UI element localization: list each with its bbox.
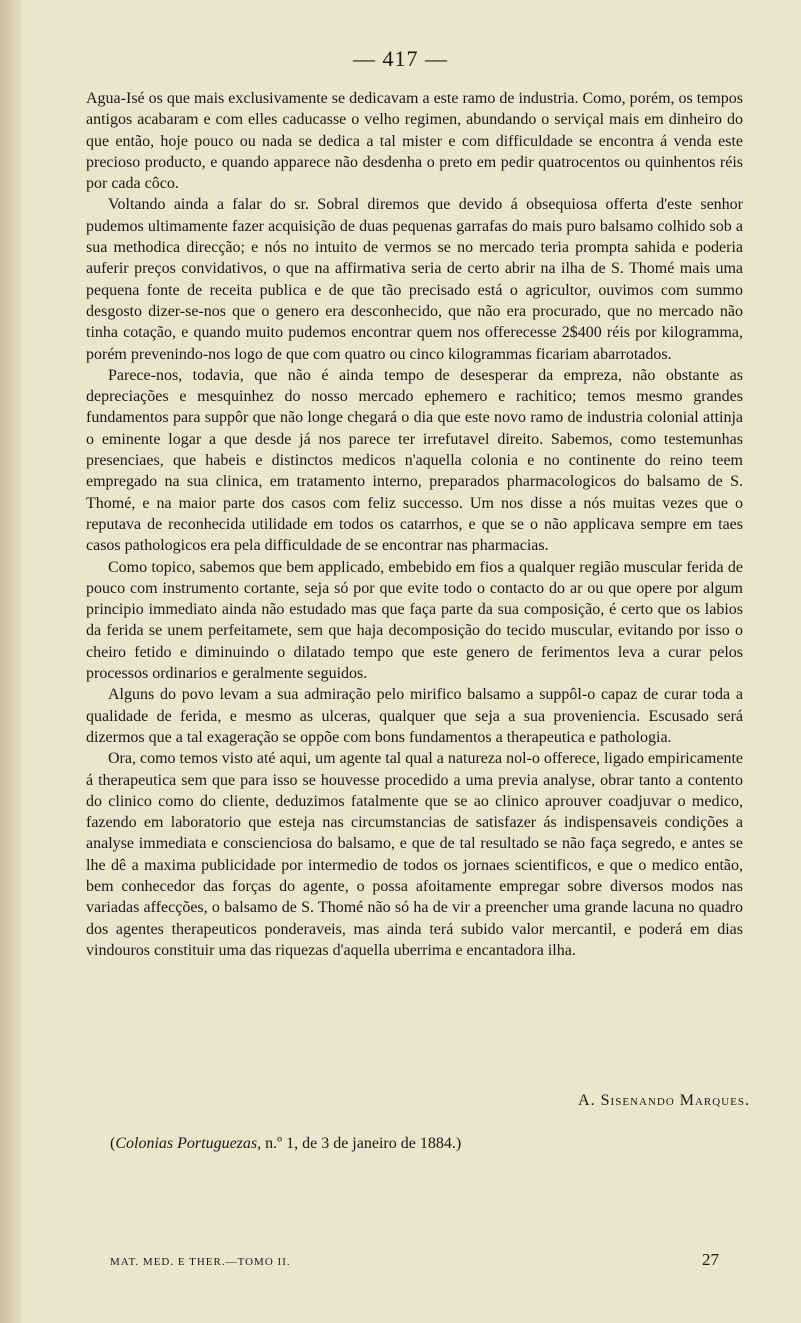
signature-mark: 27 <box>702 1250 719 1269</box>
article-body <box>86 88 743 961</box>
source-citation <box>110 1135 461 1153</box>
paragraph-6: Ora, como temos visto até aqui, um agente tal qual a natureza nol-o offerece, ligado empiricamente á therapeutica sem que para isso se houvesse procedido a uma previa analyse, obrar tanto a contento do clinico como do cliente, deduzimos fatalmente que se ao clinico aprouver coadjuvar o medico, fazendo em laboratorio que esteja nas circumstancias de satisfazer ás indispensaveis condições a analyse immediata e conscienciosa do balsamo, e que de tal resultado se não faça segredo, e antes se lhe dê a maxima publicidade por intermedio de todos os jornaes scientificos, e que o medico então, bem conhecedor das forças do agente, o possa afoitamente empregar sobre diversos modos nas variadas affecções, o balsamo de S. Thomé não só ha de vir a preencher uma grande lacuna no quadro dos agentes therapeuticos ponderaveis, mas ainda terá subido valor mercantil, e poderá em dias vindouros constituir uma das riquezas d'aquella uberrima e encantadora ilha. <box>86 750 744 959</box>
paragraph-2: Voltando ainda a falar do sr. Sobral diremos que devido á obsequiosa offerta d'este senhor pudemos ultimamente fazer acquisição de duas pequenas garrafas do mais puro balsamo colhido sob a sua methodica direcção; e nós no intuito de vermos se no mercado teria prompta sahida e poderia auferir preços convidativos, o que na affirmativa seria de certo abrir na ilha de S. Thomé mais uma pequena fonte de receita publica e de que tão precisado está o agricultor, ouvimos com summo desgosto dizer-se-nos que o genero era desconhecido, que não era procurado, que no mercado não tinha cotação, e quando muito pudemos encontrar quem nos offerecesse 2$400 réis por kilogramma, porém prevenindo-nos logo de que com quatro ou cinco kilogrammas ficariam abarrotados. <box>86 196 743 363</box>
paragraph-1: Agua-Isé os que mais exclusivamente se dedicavam a este ramo de industria. Como, porém, os tempos antigos acabaram e com elles caducasse o velho regimen, abundando o serviçal mais em dinheiro do que então, hoje pouco ou nada se dedica a tal mister e com difficuldade se encontra á venda este precioso producto, e quando apparece não desdenha o preto em pedir quatrocentos ou quinhentos réis por cada côco. <box>86 90 743 193</box>
running-footer: MAT. MED. E THER.—TOMO II. <box>110 1256 291 1268</box>
paragraph-4: Como topico, sabemos que bem applicado, embebido em fios a qualquer região muscular ferida de pouco com instrumento cortante, seja só por que evite todo o contacto do ar ou que opere por algum principio immediato ainda não estudado mas que faça parte da sua composição, é certo que os labios da ferida se unem perfeitamete, sem que haja decomposição do tecido muscular, evitando por isso o cheiro fetido e diminuindo o dilatado tempo que este genero de ferimentos leva a curar pelos processos ordinarios e geralmente seguidos. <box>86 558 743 683</box>
author-signature: A. Sisenando Marques. <box>578 1092 750 1109</box>
citation-open-paren: ( <box>110 1135 116 1152</box>
page-number: — 417 — <box>353 46 448 71</box>
publication-title: Colonias Portuguezas, <box>115 1135 262 1152</box>
paragraph-3: Parece-nos, todavia, que não é ainda tempo de desesperar da empreza, não obstante as depreciações e mesquinhez do nosso mercado ephemero e rachitico; temos mesmo grandes fundamentos para suppôr que não longe chegará o dia que este novo ramo de industria colonial attinja o eminente logar a que desde já nos parece ter irrefutavel direito. Sabemos, como testemunhas presenciaes, que habeis e distinctos medicos n'aquella colonia e no continente do reino teem empregado na sua clinica, em tratamento interno, preparados pharmacologicos do balsamo de S. Thomé, e na maior parte dos casos com feliz successo. Um nos disse a nós muitas vezes que o reputava de reconhecida utilidade em todos os catarrhos, e que se o não applicava sempre em taes casos pathologicos era pela difficuldade de se encontrar nas pharmacias. <box>86 366 743 555</box>
paragraph-5: Alguns do povo levam a sua admiração pelo mirifico balsamo a suppôl-o capaz de curar toda a qualidade de ferida, e mesmo as ulceras, qualquer que seja a sua proveniencia. Escusado será dizermos que a tal exageração se oppõe com bons fundamentos a therapeutica e pathologia. <box>86 686 743 746</box>
page-edge-shadow <box>0 0 22 1323</box>
citation-details: n.º 1, de 3 de janeiro de 1884.) <box>261 1135 462 1152</box>
